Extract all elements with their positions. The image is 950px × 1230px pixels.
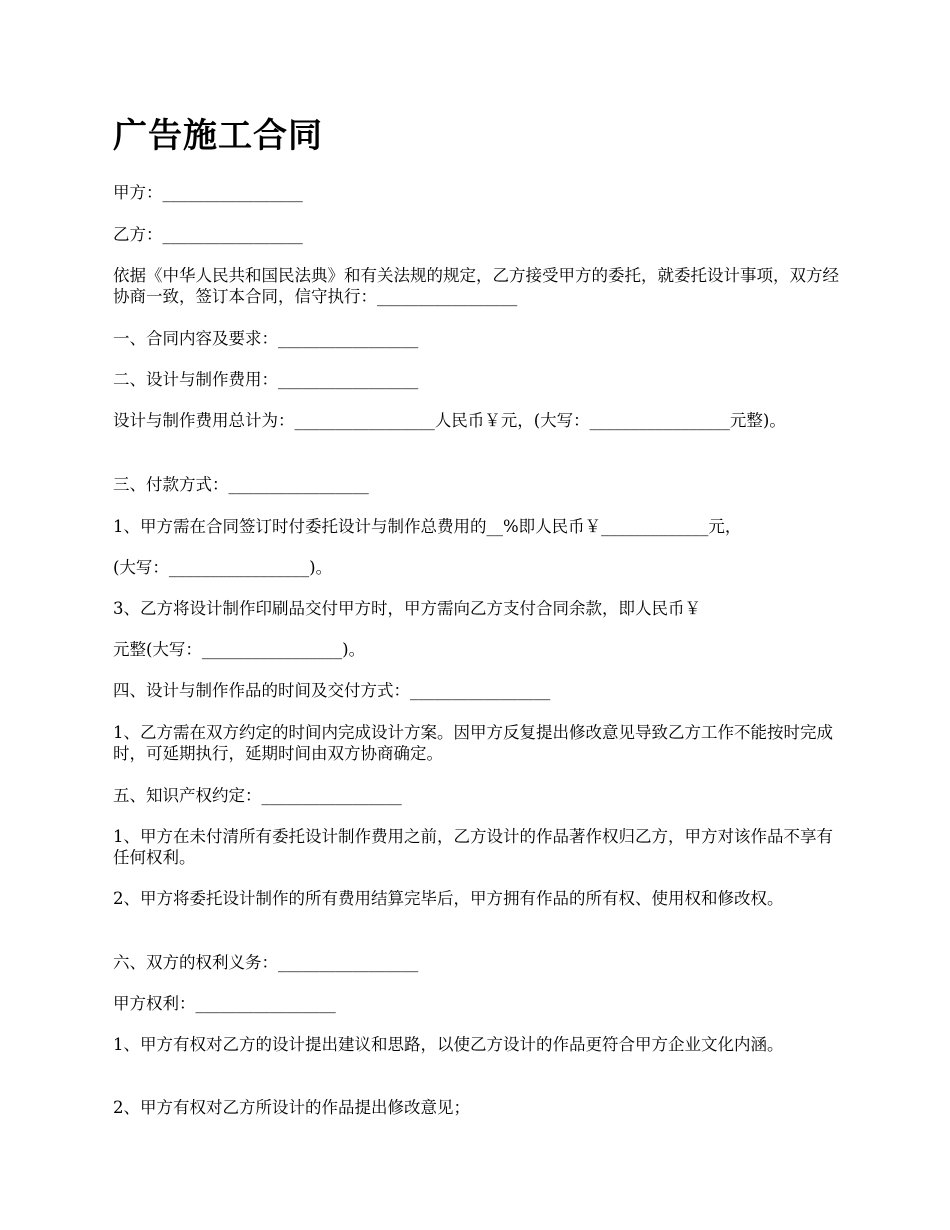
section-4-heading: 四、设计与制作作品的时间及交付方式：_________________ [113,681,551,700]
document-title: 广告施工合同 [113,116,323,156]
section-2-heading: 二、设计与制作费用：_________________ [113,370,419,389]
payment-clause-3: 3、乙方将设计制作印刷品交付甲方时，甲方需向乙方支付合同余款，即人民币￥ [113,599,701,618]
party-a-rights-heading: 甲方权利：_________________ [113,994,336,1013]
ip-clause-1: 1、甲方在未付清所有委托设计制作费用之前，乙方设计的作品著作权归乙方，甲方对该作品不享有任何权利。 [113,827,833,867]
section-1-heading: 一、合同内容及要求：_________________ [113,329,419,348]
payment-clause-1: 1、甲方需在合同签订时付委托设计与制作总费用的__%即人民币￥_____________元， [113,517,742,536]
party-a-line: 甲方：_________________ [113,183,303,202]
preamble-paragraph: 依据《中华人民共和国民法典》和有关法规的规定，乙方接受甲方的委托，就委托设计事项，双方经协商一致，签订本合同，信守执行：_________________ [113,266,839,306]
party-b-line: 乙方：_________________ [113,225,303,244]
section-3-heading: 三、付款方式：_________________ [113,475,369,494]
delivery-clause-1: 1、乙方需在双方约定的时间内完成设计方案。因甲方反复提出修改意见导致乙方工作不能按时完成时，可延期执行，延期时间由双方协商确定。 [113,723,833,763]
payment-clause-3-capital: 元整(大写：_________________)。 [113,640,366,659]
party-a-right-2: 2、甲方有权对乙方所设计的作品提出修改意见； [113,1098,470,1117]
party-a-right-1: 1、甲方有权对乙方的设计提出建议和思路，以使乙方设计的作品更符合甲方企业文化内涵。 [113,1035,784,1054]
total-fee-paragraph: 设计与制作费用总计为：_________________人民币￥元，(大写：_________________元整)。 [113,411,786,430]
ip-clause-2: 2、甲方将委托设计制作的所有费用结算完毕后，甲方拥有作品的所有权、使用权和修改权。 [113,889,784,908]
section-5-heading: 五、知识产权约定：_________________ [113,786,402,805]
payment-clause-1-capital: (大写：_________________)。 [113,558,333,577]
section-6-heading: 六、双方的权利义务：_________________ [113,953,419,972]
